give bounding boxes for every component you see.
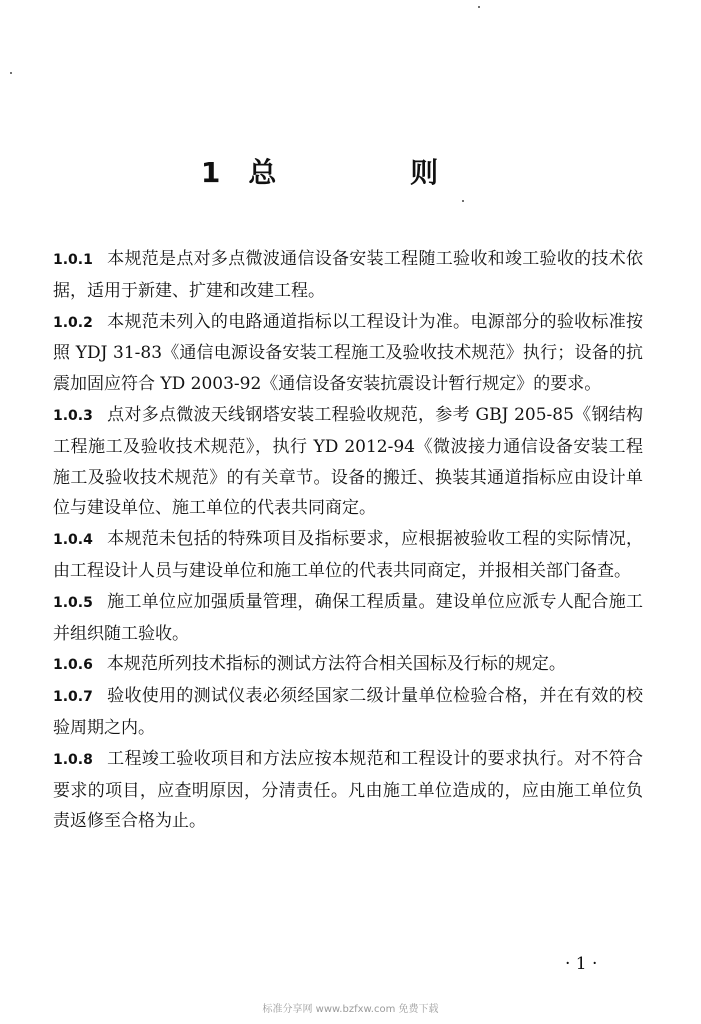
clause-1-0-6 (53, 649, 643, 681)
clause-number: 1.0.6 (53, 657, 93, 674)
clause-text: 点对多点微波天线钢塔安装工程验收规范，参考 GBJ 205-85《钢结构工程施工及验收技术规范》，执行 YD 2012-94《微波接力通信设备安装工程施工及验收技术规范》的有关章节。设备的搬迁、换装其通道指标应由设计单位与建设单位、施工单位的代表共同商定。 (53, 404, 643, 519)
clause-number: 1.0.7 (53, 689, 93, 706)
clause-text: 本规范未包括的特殊项目及指标要求，应根据被验收工程的实际情况，由工程设计人员与建设单位和施工单位的代表共同商定，并报相关部门备查。 (53, 529, 643, 581)
clause-text: 本规范是点对多点微波通信设备安装工程随工验收和竣工验收的技术依据，适用于新建、扩建和改建工程。 (53, 249, 643, 301)
scan-speck (462, 200, 464, 202)
scan-speck (478, 6, 480, 8)
clause-text: 本规范未列入的电路通道指标以工程设计为准。电源部分的验收标准按照 YDJ 31-83《通信电源设备安装工程施工及验收技术规范》执行；设备的抗震加固应符合 YD 2003-92《通信设备安装抗震设计暂行规定》的要求。 (53, 311, 643, 395)
clause-number: 1.0.3 (53, 407, 93, 424)
chapter-title (0, 151, 701, 191)
clause-number: 1.0.4 (53, 532, 93, 549)
clause-1-0-7 (53, 681, 643, 744)
clause-1-0-4 (53, 524, 643, 587)
page-number: · 1 · (565, 954, 598, 974)
clause-1-0-1 (53, 244, 643, 307)
scan-speck (10, 72, 12, 74)
clause-number: 1.0.1 (53, 252, 93, 268)
clause-text: 工程竣工验收项目和方法应按本规范和工程设计的要求执行。对不符合要求的项目，应查明原因，分清责任。凡由施工单位造成的，应由施工单位负责返修至合格为止。 (53, 748, 643, 832)
chapter-number: 1 (200, 156, 223, 189)
clause-list (53, 244, 643, 837)
clause-1-0-2 (53, 307, 643, 400)
clause-1-0-8 (53, 744, 643, 837)
clause-text: 施工单位应加强质量管理，确保工程质量。建设单位应派专人配合施工并组织随工验收。 (53, 591, 643, 644)
clause-text: 验收使用的测试仪表必须经国家二级计量单位检验合格，并在有效的校验周期之内。 (53, 686, 643, 738)
clause-1-0-5 (53, 587, 643, 650)
clause-text: 本规范所列技术指标的测试方法符合相关国标及行标的规定。 (106, 654, 566, 675)
watermark-text: 标准分享网 www.bzfxw.com 免费下载 (262, 1004, 439, 1015)
clause-number: 1.0.5 (53, 594, 93, 611)
clause-number: 1.0.8 (53, 751, 93, 768)
clause-1-0-3 (53, 400, 643, 524)
chapter-heading: 总 则 (248, 156, 501, 189)
clause-number: 1.0.2 (53, 314, 93, 331)
